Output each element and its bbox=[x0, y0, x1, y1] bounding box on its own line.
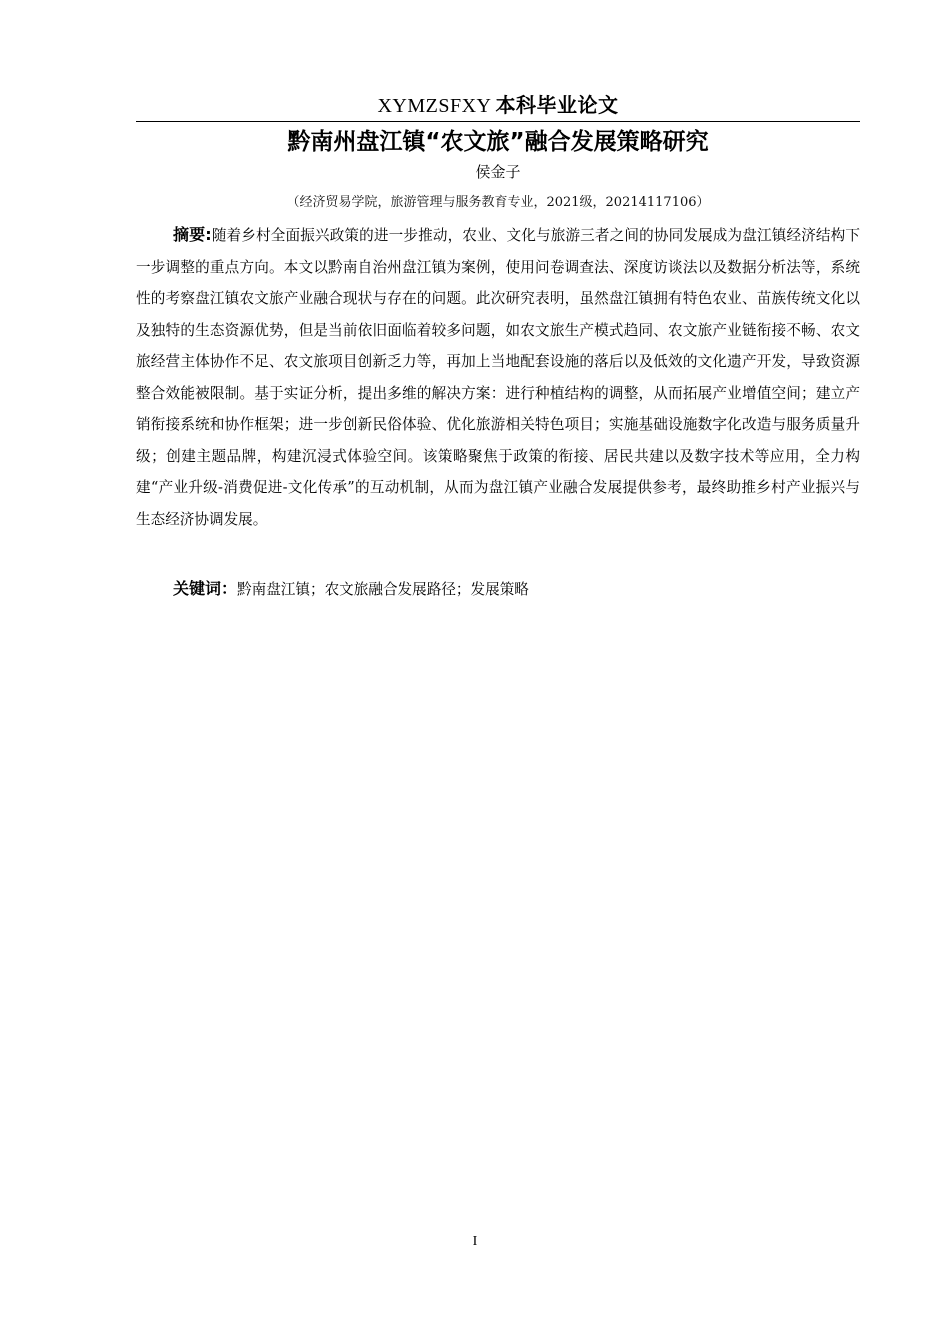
abstract-label: 摘要: bbox=[173, 225, 212, 244]
header-series: XYMZSFXY bbox=[377, 95, 492, 117]
author-affiliation: （经济贸易学院，旅游管理与服务教育专业，2021级，20214117106） bbox=[286, 195, 710, 210]
abstract-paragraph bbox=[136, 219, 860, 535]
abstract-text: 随着乡村全面振兴政策的进一步推动，农业、文化与旅游三者之间的协同发展成为盘江镇经济结构下一步调整的重点方向。本文以黔南自治州盘江镇为案例，使用问卷调查法、深度访谈法以及数据分析法等，系统性的考察盘江镇农文旅产业融合现状与存在的问题。此次研究表明，虽然盘江镇拥有特色农业、苗族传统文化以及独特的生态资源优势，但是当前依旧面临着较多问题，如农文旅生产模式趋同、农文旅产业链衔接不畅、农文旅经营主体协作不足、农文旅项目创新乏力等，再加上当地配套设施的落后以及低效的文化遗产开发，导致资源整合效能被限制。基于实证分析，提出多维的解决方案：进行种植结构的调整，从而拓展产业增值空间；建立产销衔接系统和协作框架；进一步创新民俗体验、优化旅游相关特色项目；实施基础设施数字化改造与服务质量升级；创建主题品牌，构建沉浸式体验空间。该策略聚焦于政策的衔接、居民共建以及数字技术等应用，全力构建“产业升级-消费促进-文化传承”的互动机制，从而为盘江镇产业融合发展提供参考，最终助推乡村产业振兴与生态经济协调发展。 bbox=[136, 227, 860, 528]
header-label: 本科毕业论文 bbox=[495, 93, 619, 117]
keywords-paragraph bbox=[136, 573, 860, 605]
running-header bbox=[136, 92, 860, 119]
author-name: 侯金子 bbox=[475, 163, 521, 181]
header-rule bbox=[136, 121, 860, 122]
keywords-text: 黔南盘江镇；农文旅融合发展路径；发展策略 bbox=[237, 581, 529, 598]
page-number: I bbox=[472, 1234, 478, 1249]
paper-title: 黔南州盘江镇“农文旅”融合发展策略研究 bbox=[287, 129, 709, 155]
keywords-label: 关键词： bbox=[173, 579, 238, 598]
